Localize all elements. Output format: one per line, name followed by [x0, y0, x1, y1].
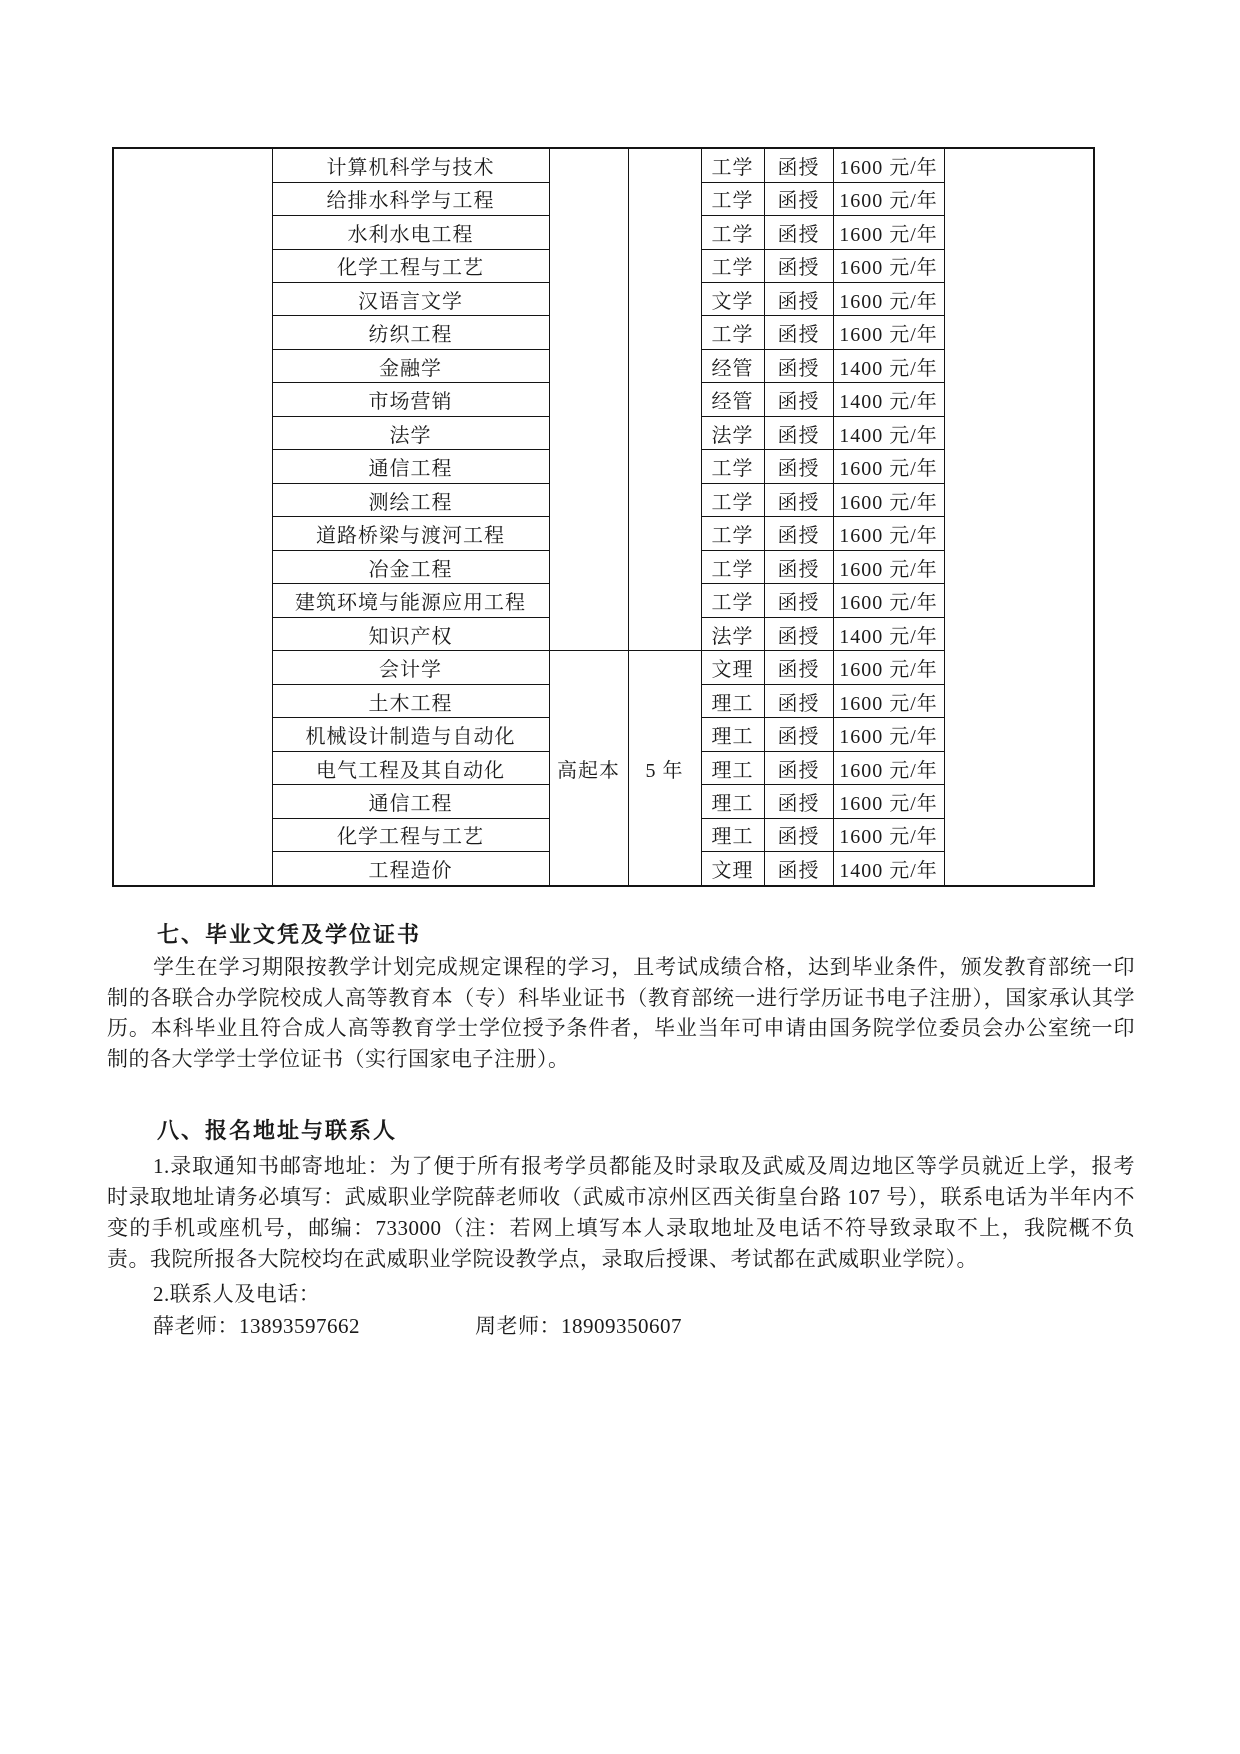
study-mode-cell: 函授: [764, 383, 833, 416]
major-cell: 土木工程: [272, 684, 549, 717]
study-mode-cell: 函授: [764, 751, 833, 784]
study-mode-cell: 函授: [764, 852, 833, 886]
subject-category-cell: 理工: [701, 684, 764, 717]
subject-category-cell: 法学: [701, 416, 764, 449]
tuition-fee-cell: 1600 元/年: [833, 450, 944, 483]
tuition-fee-cell: 1400 元/年: [833, 383, 944, 416]
major-cell: 建筑环境与能源应用工程: [272, 584, 549, 617]
tuition-fee-cell: 1600 元/年: [833, 483, 944, 516]
tuition-fee-cell: 1400 元/年: [833, 617, 944, 650]
section-title-registration: 八、报名地址与联系人: [157, 1118, 398, 1143]
study-mode-cell: 函授: [764, 684, 833, 717]
tuition-fee-cell: 1400 元/年: [833, 852, 944, 886]
subject-category-cell: 法学: [701, 617, 764, 650]
study-mode-cell: 函授: [764, 818, 833, 851]
major-cell: 计算机科学与技术: [272, 148, 549, 182]
major-cell: 会计学: [272, 651, 549, 684]
subject-category-cell: 理工: [701, 785, 764, 818]
subject-category-cell: 理工: [701, 751, 764, 784]
tuition-fee-cell: 1600 元/年: [833, 316, 944, 349]
duration-cell: [628, 148, 701, 651]
subject-category-cell: 工学: [701, 517, 764, 550]
tuition-fee-cell: 1400 元/年: [833, 349, 944, 382]
major-cell: 冶金工程: [272, 550, 549, 583]
level-cell: [549, 148, 628, 651]
tuition-fee-cell: 1600 元/年: [833, 651, 944, 684]
contact-label: 2.联系人及电话：: [153, 1282, 321, 1306]
major-cell: 给排水科学与工程: [272, 182, 549, 215]
major-cell: 金融学: [272, 349, 549, 382]
tuition-fee-cell: 1600 元/年: [833, 684, 944, 717]
tuition-fee-cell: 1600 元/年: [833, 517, 944, 550]
subject-category-cell: 理工: [701, 718, 764, 751]
study-mode-cell: 函授: [764, 182, 833, 215]
tuition-fee-cell: 1600 元/年: [833, 283, 944, 316]
major-cell: 测绘工程: [272, 483, 549, 516]
tuition-fee-cell: 1600 元/年: [833, 148, 944, 182]
tuition-fee-cell: 1600 元/年: [833, 818, 944, 851]
subject-category-cell: 工学: [701, 316, 764, 349]
tuition-fee-cell: 1600 元/年: [833, 249, 944, 282]
tuition-fee-cell: 1600 元/年: [833, 584, 944, 617]
major-cell: 纺织工程: [272, 316, 549, 349]
study-mode-cell: 函授: [764, 483, 833, 516]
major-cell: 通信工程: [272, 450, 549, 483]
major-cell: 工程造价: [272, 852, 549, 886]
study-mode-cell: 函授: [764, 550, 833, 583]
contact-phone-zhou: 周老师：18909350607: [475, 1314, 682, 1338]
section-title-graduation: 七、毕业文凭及学位证书: [157, 922, 422, 947]
tuition-fee-cell: 1600 元/年: [833, 785, 944, 818]
tuition-fee-cell: 1400 元/年: [833, 416, 944, 449]
major-cell: 电气工程及其自动化: [272, 751, 549, 784]
major-cell: 化学工程与工艺: [272, 818, 549, 851]
study-mode-cell: 函授: [764, 283, 833, 316]
subject-category-cell: 工学: [701, 584, 764, 617]
duration-cell: 5 年: [628, 651, 701, 886]
subject-category-cell: 工学: [701, 550, 764, 583]
subject-category-cell: 工学: [701, 483, 764, 516]
subject-category-cell: 经管: [701, 383, 764, 416]
subject-category-cell: 工学: [701, 216, 764, 249]
major-cell: 道路桥梁与渡河工程: [272, 517, 549, 550]
major-cell: 机械设计制造与自动化: [272, 718, 549, 751]
study-mode-cell: 函授: [764, 349, 833, 382]
subject-category-cell: 工学: [701, 450, 764, 483]
major-cell: 知识产权: [272, 617, 549, 650]
subject-category-cell: 文理: [701, 651, 764, 684]
tuition-fee-cell: 1600 元/年: [833, 751, 944, 784]
subject-category-cell: 理工: [701, 818, 764, 851]
table-spacer-left-cell: [113, 148, 272, 886]
tuition-fee-cell: 1600 元/年: [833, 216, 944, 249]
section-body-registration: 1.录取通知书邮寄地址：为了便于所有报考学员都能及时录取及武威及周边地区等学员就近上学，报考时录取地址请务必填写：武威职业学院薛老师收（武威市凉州区西关街皇台路 107 号），联系电话为半年内不变的手机或座机号，邮编：733000（注：若网上填写本人录取地址及电话不符导致录取不上，我院概不负责。我院所报各大院校均在武威职业学院设教学点，录取后授课、考试都在武威职业学院）。: [107, 1154, 1135, 1271]
table-row: [113, 148, 1094, 182]
level-cell: 高起本: [549, 651, 628, 886]
major-cell: 法学: [272, 416, 549, 449]
tuition-fee-cell: 1600 元/年: [833, 550, 944, 583]
contact-phone-xue: 薛老师：13893597662: [153, 1314, 360, 1338]
section-body-graduation: 学生在学习期限按教学计划完成规定课程的学习，且考试成绩合格，达到毕业条件，颁发教育部统一印制的各联合办学院校成人高等教育本（专）科毕业证书（教育部统一进行学历证书电子注册），国家承认其学历。本科毕业且符合成人高等教育学士学位授予条件者，毕业当年可申请由国务院学位委员会办公室统一印制的各大学学士学位证书（实行国家电子注册）。: [107, 955, 1135, 1071]
tuition-fee-cell: 1600 元/年: [833, 718, 944, 751]
study-mode-cell: 函授: [764, 785, 833, 818]
subject-category-cell: 文学: [701, 283, 764, 316]
major-cell: 化学工程与工艺: [272, 249, 549, 282]
study-mode-cell: 函授: [764, 718, 833, 751]
study-mode-cell: 函授: [764, 316, 833, 349]
tuition-fee-cell: 1600 元/年: [833, 182, 944, 215]
major-cell: 汉语言文学: [272, 283, 549, 316]
table-spacer-right-cell: [944, 148, 1094, 886]
subject-category-cell: 经管: [701, 349, 764, 382]
major-cell: 通信工程: [272, 785, 549, 818]
study-mode-cell: 函授: [764, 148, 833, 182]
study-mode-cell: 函授: [764, 651, 833, 684]
study-mode-cell: 函授: [764, 584, 833, 617]
study-mode-cell: 函授: [764, 617, 833, 650]
study-mode-cell: 函授: [764, 450, 833, 483]
subject-category-cell: 工学: [701, 182, 764, 215]
study-mode-cell: 函授: [764, 517, 833, 550]
study-mode-cell: 函授: [764, 416, 833, 449]
study-mode-cell: 函授: [764, 216, 833, 249]
study-mode-cell: 函授: [764, 249, 833, 282]
subject-category-cell: 工学: [701, 148, 764, 182]
subject-category-cell: 文理: [701, 852, 764, 886]
major-cell: 水利水电工程: [272, 216, 549, 249]
major-cell: 市场营销: [272, 383, 549, 416]
programs-table: [112, 147, 1095, 887]
subject-category-cell: 工学: [701, 249, 764, 282]
